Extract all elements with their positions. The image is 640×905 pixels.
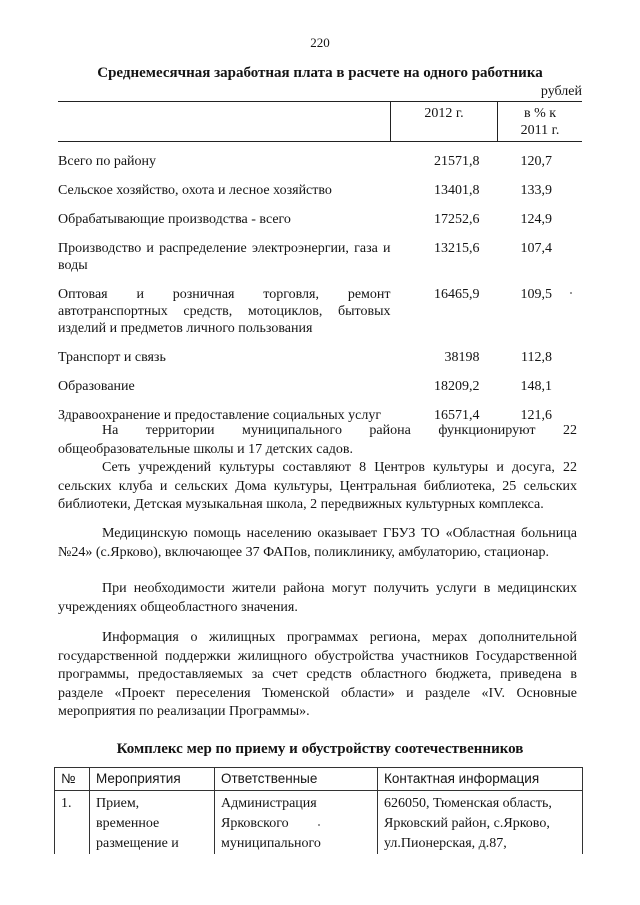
salary-row-value: 16571,4 xyxy=(434,408,480,423)
header-name xyxy=(58,102,391,142)
page-number: 220 xyxy=(310,35,330,50)
row-event: Прием, временное размещение и xyxy=(90,791,215,855)
salary-row-pct: 112,8 xyxy=(521,350,552,365)
salary-row-value: 18209,2 xyxy=(434,379,480,394)
salary-row-value: 16465,9 xyxy=(434,287,480,302)
salary-row-name: Обрабатывающие производства - всего xyxy=(58,212,291,227)
salary-row-pct: 109,5 xyxy=(520,287,552,302)
salary-row xyxy=(58,176,582,205)
salary-section-title: Среднемесячная заработная плата в расчете на одного работника xyxy=(97,65,543,81)
header-contact: Контактная информация xyxy=(378,768,583,791)
salary-row-name: Транспорт и связь xyxy=(58,350,166,365)
header-responsible: Ответственные xyxy=(215,768,378,791)
measures-table-header xyxy=(55,768,583,791)
header-num: № xyxy=(55,768,90,791)
header-pct: в % к 2011 г. xyxy=(498,102,583,142)
salary-row-pct: 133,9 xyxy=(520,183,552,198)
salary-row-name: Здравоохранение и предоставление социальных услуг xyxy=(58,408,382,423)
salary-row-value: 38198 xyxy=(444,350,480,365)
header-event: Мероприятия xyxy=(90,768,215,791)
paragraph-culture: Сеть учреждений культуры составляют 8 Центров культуры и досуга, 22 сельских клуба и сельских Дома культуры, Центральная библиотека, 25 сельских библиотеки, Детская музыкальная школа, 2 передвижных культурных комплекса. xyxy=(58,460,577,512)
scan-speck xyxy=(318,824,320,826)
row-contact: 626050, Тюменская область, Ярковский район, с.Ярково, ул.Пионерская, д.87, xyxy=(378,791,583,855)
paragraph-schools: На территории муниципального района функционируют 22 общеобразовательные школы и 17 детских садов. xyxy=(58,423,577,457)
measures-section-title: Комплекс мер по приему и обустройству соотечественников xyxy=(116,741,524,757)
unit-label: рублей xyxy=(540,84,582,99)
salary-row xyxy=(58,343,582,372)
salary-row xyxy=(58,234,582,280)
salary-row xyxy=(58,280,582,343)
salary-row xyxy=(58,142,582,177)
paragraph-services: При необходимости жители района могут получить услуги в медицинских учреждениях общеобластного значения. xyxy=(58,581,577,615)
salary-row-name: Всего по району xyxy=(58,154,157,169)
salary-row-value: 13401,8 xyxy=(434,183,480,198)
salary-row-pct: 124,9 xyxy=(520,212,552,227)
salary-row-name: Производство и распределение электроэнергии, газа и воды xyxy=(58,241,391,273)
salary-table-header xyxy=(58,102,582,142)
measures-table xyxy=(54,767,583,854)
salary-row xyxy=(58,205,582,234)
salary-row-name: Образование xyxy=(58,379,135,394)
row-responsible: Администрация Ярковского муниципального xyxy=(215,791,378,855)
salary-table-body xyxy=(58,142,582,431)
measures-row xyxy=(55,791,583,855)
salary-row-pct: 148,1 xyxy=(520,379,552,394)
paragraph-housing: Информация о жилищных программах региона, мерах дополнительной государственной поддержки жилищного обустройства участников Государственной программы, предоставляемых за счет средств областного бюджета, приведена в разделе «Проект переселения Тюменской области» и разделе «IV. Основные мероприятия по реализации Программы». xyxy=(58,630,577,719)
row-num: 1. xyxy=(55,791,90,855)
salary-table xyxy=(58,101,582,430)
salary-row-pct: 107,4 xyxy=(520,241,552,256)
header-year: 2012 г. xyxy=(391,102,498,142)
salary-row-name: Сельское хозяйство, охота и лесное хозяйство xyxy=(58,183,332,198)
salary-row xyxy=(58,372,582,401)
paragraph-medical: Медицинскую помощь населению оказывает ГБУЗ ТО «Областная больница №24» (с.Ярково), включающее 37 ФАПов, поликлинику, амбулаторию, стационар. xyxy=(58,526,577,560)
scan-speck xyxy=(570,292,572,294)
salary-row-value: 13215,6 xyxy=(434,241,480,256)
salary-row-pct: 120,7 xyxy=(520,154,552,169)
salary-row-pct: 121,6 xyxy=(520,408,552,423)
salary-row-value: 17252,6 xyxy=(434,212,480,227)
salary-row-value: 21571,8 xyxy=(434,154,480,169)
salary-row-name: Оптовая и розничная торговля, ремонт автотранспортных средств, мотоциклов, бытовых изделий и предметов личного пользования xyxy=(58,287,391,336)
